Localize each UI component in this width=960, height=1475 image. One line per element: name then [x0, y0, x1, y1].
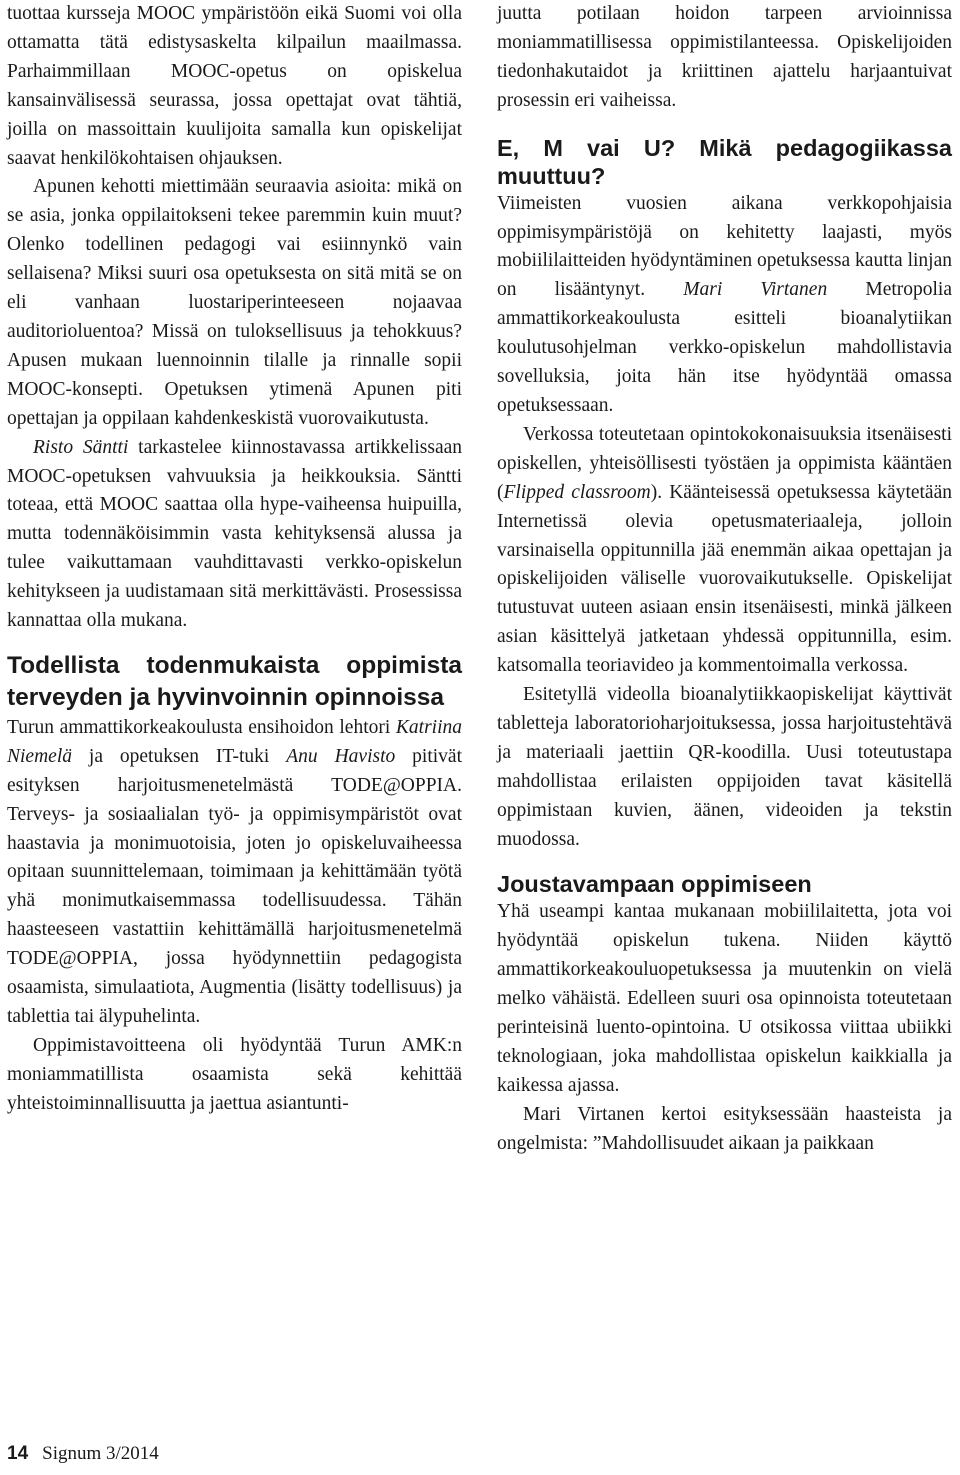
paragraph [7, 434, 462, 636]
paragraph-text: pitivät esityksen harjoitusmenetelmästä TODE@OPPIA. Terveys- ja sosiaalialan työ- ja oppimisympäristöt ovat haastavia ja monimuotoisia, joten jo opiskeluvaiheessa opitaan suunnittelemaan, toimimaan ja kehittämään työtä yhä monimutkaisemmassa todellisuudessa. Tähän haasteeseen vastattiin kehittämällä harjoitusmenetelmä TODE@OPPIA, jossa hyödynnettiin pedagogista osaamista, simulaatiota, Augmentia (lisätty todellisuus) ja tablettia tai älypuhelinta. [7, 745, 462, 1027]
paragraph-text: ja opetuksen IT-tuki [71, 745, 287, 767]
paragraph: Esitetyllä videolla bioanalytiikkaopiskelijat käyttivät tabletteja laboratorioharjoituksessa, jossa harjoitustehtävä ja materiaali jaettiin QR-koodilla. Uusi toteutustapa mahdollistaa erilaisten oppijoiden tavat käsitellä oppimistaan kuvien, äänen, videoiden ja tekstin muodossa. [497, 684, 952, 850]
paragraph: Mari Virtanen kertoi esityksessään haasteista ja ongelmista: ”Mahdollisuudet aikaan ja paikkaan [497, 1103, 952, 1154]
section-heading: E, M vai U? Mikä pedagogiikassa muuttuu? [497, 134, 952, 189]
paragraph: Oppimistavoitteena oli hyödyntää Turun AMK:n moniammatillista osaamista sekä kehittää yhteistoiminnallisuutta ja jaettua asiantunti- [7, 1034, 462, 1114]
paragraph [497, 190, 952, 421]
paragraph-text: tarkastelee kiinnostavassa artikkelissaan MOOC-opetuksen vahvuuksia ja heikkouksia. Säntti toteaa, että MOOC saattaa olla hype-vaiheensa huipuilla, mutta todennäköisimmin vasta kehityksensä alussa ja tulee vaikuttamaan vauhdittavasti verkko-opiskelun kehitykseen ja uudistamaan sitä merkittävästi. Prosessissa kannattaa olla mukana. [7, 436, 463, 632]
paragraph: juutta potilaan hoidon tarpeen arvioinnissa moniammatillisessa oppimistilanteessa. Opiskelijoiden tiedonhakutaidot ja kriittinen ajattelu harjaantuivat prosessin eri vaiheissa. [497, 3, 952, 111]
left-column [7, 0, 462, 1119]
page-number: 14 [7, 1443, 29, 1464]
person-name: Risto Säntti [33, 436, 129, 458]
paragraph-text: Turun ammattikorkeakoulusta ensihoidon lehtori [7, 716, 396, 738]
person-name: Katriina Niemelä [7, 716, 462, 767]
paragraph: Yhä useampi kantaa mukanaan mobiililaitetta, jota voi hyödyntää opiskelun tukena. Niiden käyttö ammattikorkeakouluopetuksessa ja muutenkin on vielä melko vähäistä. Edelleen suuri osa opinnoista toteutetaan perinteisinä luento-opintoina. U otsikossa viittaa ubiikki teknologiaan, joka mahdollistaa opiskelun kaikkialla ja kaikessa ajassa. [497, 901, 952, 1096]
person-name: Mari Virtanen [683, 279, 828, 301]
publication-name: Signum 3/2014 [42, 1443, 159, 1464]
paragraph-text: Metropolia ammattikorkeakoulusta esitteli bioanalytiikan koulutusohjelman verkko-opiskelun mahdollistavia sovelluksia, joita hän itse hyödyntää omassa opetuksessaan. [497, 279, 952, 416]
paragraph: tuottaa kursseja MOOC ympäristöön eikä Suomi voi olla ottamatta tätä edistysaskelta kilpailun maailmassa. Parhaimmillaan MOOC-opetus on opiskelua kansainvälisessä seurassa, jossa opettajat ovat tähtiä, joilla on massoittain kuulijoita samalla kun opiskelijat saavat henkilökohtaisen ohjauksen. [7, 3, 462, 169]
term: Flipped classroom [503, 481, 651, 503]
paragraph-text: ). Käänteisessä opetuksessa käytetään Internetissä olevia opetusmateriaaleja, jolloin varsinaisella oppitunnilla jää enemmän aikaa opettajan ja opiskelijoiden väliselle vuorovaikutukselle. Opiskelijat tutustuvat uuteen asiaan ensin itsenäisesti, minkä jälkeen asian käsittelyä jatketaan yhdessä oppitunnilla, esim. katsomalla teoriavideo ja kommentoimalla verkossa. [497, 481, 952, 677]
paragraph [497, 421, 952, 681]
section-heading: Joustavampaan oppimiseen [497, 871, 812, 898]
page-footer [7, 1440, 159, 1468]
person-name: Anu Havisto [286, 745, 396, 767]
paragraph: Apunen kehotti miettimään seuraavia asioita: mikä on se asia, jonka oppilaitokseni tekee paremmin kuin muut? Olenko todellinen pedagogi vai esiinnynkö vain sellaisena? Miksi suuri osa opetuksesta on sitä mitä se on eli vanhaan luostariperinteeseen nojaavaa auditorioluentoa? Missä on tuloksellisuus ja tehokkuus? Apusen mukaan luennoinnin tilalle ja rinnalle sopii MOOC-konsepti. Opetuksen ytimenä Apunen piti opettajan ja oppilaan kahdenkeskistä vuorovaikutusta. [7, 176, 462, 429]
section-heading: Todellista todenmukaista oppimista terveyden ja hyvinvoinnin opinnoissa [7, 651, 462, 711]
paragraph-text: Viimeisten vuosien aikana verkkopohjaisia oppimisympäristöjä on kehitetty laajasti, myös mobiililaitteiden hyödyntäminen opetuksessa kautta linjan on lisääntynyt. [497, 192, 952, 301]
paragraph [7, 714, 462, 1032]
right-column [497, 0, 952, 1159]
paragraph-text: Verkossa toteutetaan opintokokonaisuuksia itsenäisesti opiskellen, yhteisöllisesti työstäen ja oppimista kääntäen ( [497, 423, 952, 503]
